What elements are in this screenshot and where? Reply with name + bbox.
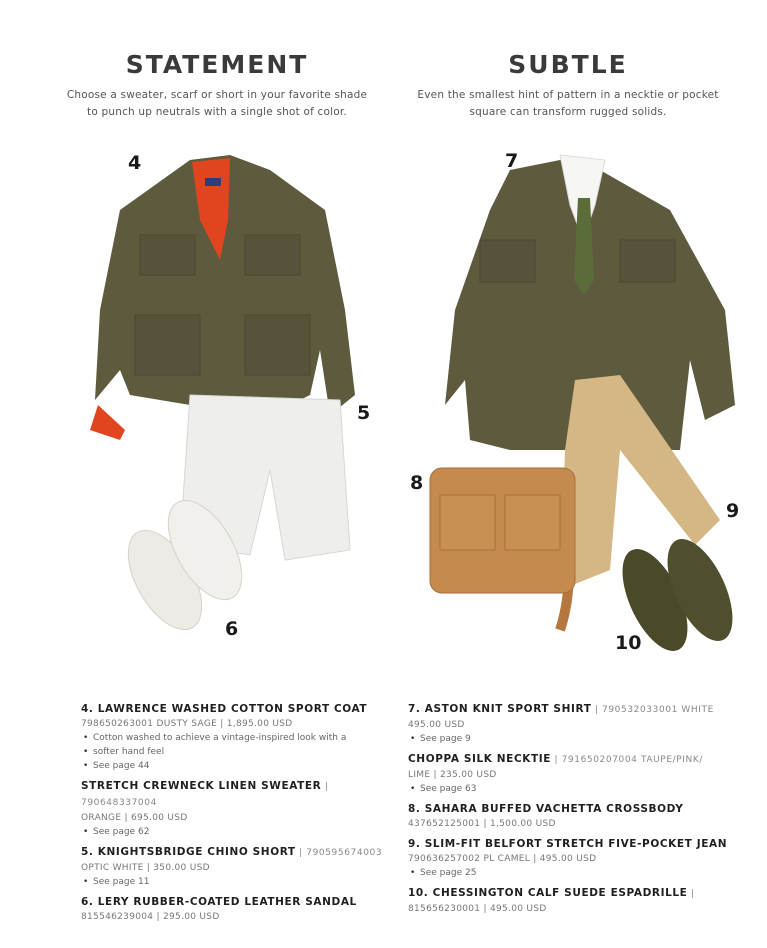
item-meta: OPTIC WHITE | 350.00 USD xyxy=(81,863,210,873)
list-item xyxy=(408,886,728,916)
list-item xyxy=(408,702,728,746)
list-item xyxy=(408,752,728,796)
statement-item-list xyxy=(81,702,401,930)
label-bag: 8 xyxy=(410,472,424,494)
list-item xyxy=(408,802,728,831)
label-espadrille: 10 xyxy=(615,632,642,654)
item-title: 10. CHESSINGTON CALF SUEDE ESPADRILLE | xyxy=(408,887,695,899)
item-page-link[interactable]: • See page 11 xyxy=(81,875,401,889)
statement-header xyxy=(47,50,387,121)
list-item xyxy=(81,845,401,889)
item-bullet: • Cotton washed to achieve a vintage-inspired look with a xyxy=(81,731,401,745)
item-meta: 815656230001 | 495.00 USD xyxy=(408,904,547,914)
bag-pocket-left xyxy=(440,495,495,550)
label-short: 5 xyxy=(357,402,371,424)
chest-pocket-right-2 xyxy=(620,240,675,282)
subtle-subtitle-line1: Even the smallest hint of pattern in a necktie or pocket xyxy=(417,89,719,101)
lower-pocket-right xyxy=(245,315,310,375)
item-title: 9. SLIM-FIT BELFORT STRETCH FIVE-POCKET JEAN xyxy=(408,838,728,850)
item-title: 6. LERY RUBBER-COATED LEATHER SANDAL xyxy=(81,896,357,908)
subtle-subtitle-line2: square can transform rugged solids. xyxy=(469,106,667,118)
subtle-outfit-photo xyxy=(420,150,740,670)
list-item xyxy=(408,837,728,880)
label-sandal: 6 xyxy=(225,618,239,640)
item-title: 4. LAWRENCE WASHED COTTON SPORT COAT xyxy=(81,703,368,715)
label-jean: 9 xyxy=(726,500,740,522)
label-coat: 4 xyxy=(128,152,142,174)
subtle-item-list xyxy=(408,702,728,922)
lower-pocket-left xyxy=(135,315,200,375)
item-page-link[interactable]: • See page 9 xyxy=(408,732,728,746)
item-meta: 437652125001 | 1,500.00 USD xyxy=(408,819,556,829)
item-title: 5. KNIGHTSBRIDGE CHINO SHORT | 790595674003 xyxy=(81,846,383,858)
chest-pocket-left xyxy=(140,235,195,275)
item-meta: ORANGE | 695.00 USD xyxy=(81,813,188,823)
list-item xyxy=(81,779,401,839)
item-meta: LIME | 235.00 USD xyxy=(408,770,497,780)
label-shirt: 7 xyxy=(505,150,519,172)
statement-subtitle xyxy=(47,87,387,121)
subtle-header xyxy=(398,50,738,121)
bag-pocket-right xyxy=(505,495,560,550)
item-meta: 790636257002 PL CAMEL | 495.00 USD xyxy=(408,854,597,864)
list-item xyxy=(81,702,401,773)
item-meta: 798650263001 DUSTY SAGE | 1,895.00 USD xyxy=(81,719,293,729)
sweater-sleeve xyxy=(90,405,125,440)
item-bullet-cont: • softer hand feel xyxy=(81,745,401,759)
item-page-link[interactable]: • See page 62 xyxy=(81,825,401,839)
item-meta: 815546239004 | 295.00 USD xyxy=(81,912,220,922)
chest-pocket-right xyxy=(245,235,300,275)
list-item xyxy=(81,895,401,924)
item-title: CHOPPA SILK NECKTIE | 791650207004 TAUPE/PINK/ xyxy=(408,753,703,765)
label-tag xyxy=(205,178,221,186)
chest-pocket-left-2 xyxy=(480,240,535,282)
item-title: STRETCH CREWNECK LINEN SWEATER | 790648337004 xyxy=(81,780,329,808)
statement-subtitle-line2: to punch up neutrals with a single shot of color. xyxy=(87,106,347,118)
subtle-heading: SUBTLE xyxy=(508,50,628,79)
statement-heading: STATEMENT xyxy=(125,50,309,79)
statement-subtitle-line1: Choose a sweater, scarf or short in your favorite shade xyxy=(66,89,368,101)
subtle-subtitle xyxy=(398,87,738,121)
item-title: 8. SAHARA BUFFED VACHETTA CROSSBODY xyxy=(408,803,684,815)
item-page-link[interactable]: • See page 44 xyxy=(81,759,401,773)
item-meta: 495.00 USD xyxy=(408,720,465,730)
statement-outfit-photo xyxy=(80,140,380,660)
item-page-link[interactable]: • See page 63 xyxy=(408,782,728,796)
item-title: 7. ASTON KNIT SPORT SHIRT | 790532033001 WHITE xyxy=(408,703,714,715)
item-page-link[interactable]: • See page 25 xyxy=(408,866,728,880)
